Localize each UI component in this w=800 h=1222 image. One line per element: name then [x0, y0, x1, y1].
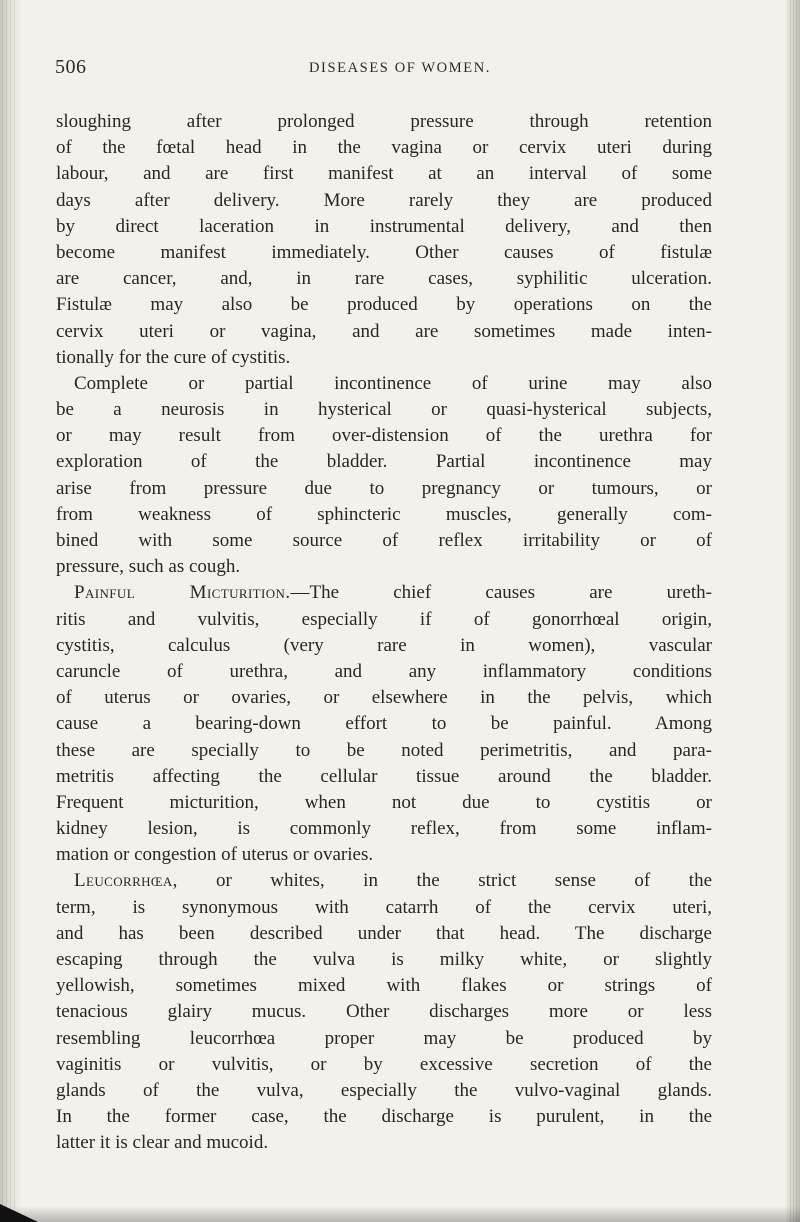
- text-line: [56, 161, 712, 187]
- text-run: tionally for the cure of cystitis.: [56, 346, 291, 368]
- text-run: cervix uteri or vagina, and are sometimes made inten-: [56, 320, 712, 342]
- text-run: from weakness of sphincteric muscles, generally com-: [56, 503, 712, 525]
- text-run: Frequent micturition, when not due to cystitis or: [56, 791, 712, 813]
- text-line: [56, 397, 712, 423]
- text-line: [56, 842, 712, 868]
- text-line: [56, 292, 712, 318]
- page-edge-texture: [790, 0, 798, 1222]
- page-number: 506: [55, 56, 87, 78]
- text-run: , or whites, in the strict sense of the: [172, 870, 712, 892]
- text-line: [56, 790, 712, 816]
- page-header: [0, 56, 800, 86]
- paragraph: [56, 109, 712, 371]
- text-run: yellowish, sometimes mixed with flakes or strings of: [56, 975, 712, 997]
- text-run: resembling leucorrhœa proper may be produced by: [56, 1027, 712, 1049]
- text-line: [56, 188, 712, 214]
- paragraph: [56, 371, 712, 581]
- text-line: [56, 711, 712, 737]
- text-run: Complete or partial incontinence of urine may also: [74, 372, 712, 394]
- text-run: Fistulæ may also be produced by operations on the: [56, 294, 712, 316]
- text-run: In the former case, the discharge is purulent, in the: [56, 1106, 712, 1128]
- text-line: [56, 319, 712, 345]
- paragraph: [56, 580, 712, 868]
- text-line: [56, 738, 712, 764]
- text-run: arise from pressure due to pregnancy or tumours, or: [56, 477, 712, 499]
- text-line: [56, 633, 712, 659]
- text-run: latter it is clear and mucoid.: [56, 1132, 269, 1154]
- running-head: DISEASES OF WOMEN.: [308, 60, 491, 76]
- text-line: [56, 1026, 712, 1052]
- text-run: ritis and vulvitis, especially if of gonorrhœal origin,: [56, 608, 712, 630]
- text-line: [56, 214, 712, 240]
- text-line: [56, 895, 712, 921]
- text-run: by direct laceration in instrumental delivery, and then: [56, 215, 712, 237]
- text-run: vaginitis or vulvitis, or by excessive secretion of the: [56, 1053, 712, 1075]
- text-run: exploration of the bladder. Partial incontinence may: [56, 451, 712, 473]
- text-run: glands of the vulva, especially the vulvo-vaginal glands.: [56, 1079, 712, 1101]
- text-run: bined with some source of reflex irritability or of: [56, 530, 712, 551]
- text-line: [56, 816, 712, 842]
- paragraph: [56, 868, 712, 1156]
- text-run: metritis affecting the cellular tissue around the bladder.: [56, 765, 712, 787]
- text-run: of uterus or ovaries, or elsewhere in the pelvis, which: [56, 687, 712, 709]
- text-line: [56, 947, 712, 973]
- body-text: [56, 109, 712, 1157]
- text-line: [56, 135, 712, 161]
- text-run: labour, and are first manifest at an interval of some: [56, 163, 712, 185]
- text-run: —The chief causes are ureth-: [290, 582, 712, 604]
- text-line: [56, 1052, 712, 1078]
- text-run: and has been described under that head. The discharge: [56, 922, 712, 944]
- text-run: tenacious glairy mucus. Other discharges more or less: [56, 1001, 712, 1023]
- text-line: [56, 659, 712, 685]
- text-run: be a neurosis in hysterical or quasi-hysterical subjects,: [56, 399, 712, 421]
- text-run: term, is synonymous with catarrh of the cervix uteri,: [56, 896, 712, 918]
- text-line: [56, 921, 712, 947]
- text-run: sloughing after prolonged pressure through retention: [56, 111, 712, 132]
- text-run: mation or congestion of uterus or ovaries.: [56, 844, 374, 866]
- dark-corner: [0, 1204, 38, 1222]
- text-line: [56, 554, 712, 580]
- text-run: kidney lesion, is commonly reflex, from some inflam-: [56, 818, 712, 840]
- text-line: [56, 1078, 712, 1104]
- text-run: pressure, such as cough.: [56, 556, 241, 578]
- text-run: escaping through the vulva is milky white, or slightly: [56, 949, 712, 970]
- text-run: these are specially to be noted perimetritis, and para-: [56, 739, 712, 761]
- text-line: [56, 528, 712, 554]
- text-line: [56, 423, 712, 449]
- bottom-shadow: [0, 1206, 800, 1222]
- text-line: [56, 685, 712, 711]
- text-line: [56, 607, 712, 633]
- text-run: are cancer, and, in rare cases, syphilitic ulceration.: [56, 268, 712, 290]
- text-run: caruncle of urethra, and any inflammatory conditions: [56, 660, 712, 682]
- section-heading: Leucorrhœa: [74, 870, 173, 892]
- section-heading: Painful Micturition.: [74, 582, 291, 604]
- binding-texture: [2, 0, 16, 1222]
- text-line: [56, 973, 712, 999]
- text-line: [56, 371, 712, 397]
- text-run: become manifest immediately. Other causes of fistulæ: [56, 241, 712, 263]
- text-run: of the fœtal head in the vagina or cervix uteri during: [56, 137, 712, 159]
- text-run: cause a bearing-down effort to be painful. Among: [56, 713, 712, 735]
- text-line: [56, 240, 712, 266]
- text-line: [56, 476, 712, 502]
- text-run: days after delivery. More rarely they are produced: [56, 189, 712, 211]
- text-line: [56, 266, 712, 292]
- text-line: [56, 345, 712, 371]
- text-line: [56, 764, 712, 790]
- text-line: [56, 109, 712, 135]
- text-line: [56, 502, 712, 528]
- text-line: [56, 868, 712, 894]
- text-line: [56, 999, 712, 1025]
- text-run: or may result from over-distension of the urethra for: [56, 425, 712, 447]
- text-run: cystitis, calculus (very rare in women), vascular: [56, 634, 712, 656]
- text-line: [56, 449, 712, 475]
- text-line: [56, 580, 712, 606]
- text-line: [56, 1130, 712, 1156]
- text-line: [56, 1104, 712, 1130]
